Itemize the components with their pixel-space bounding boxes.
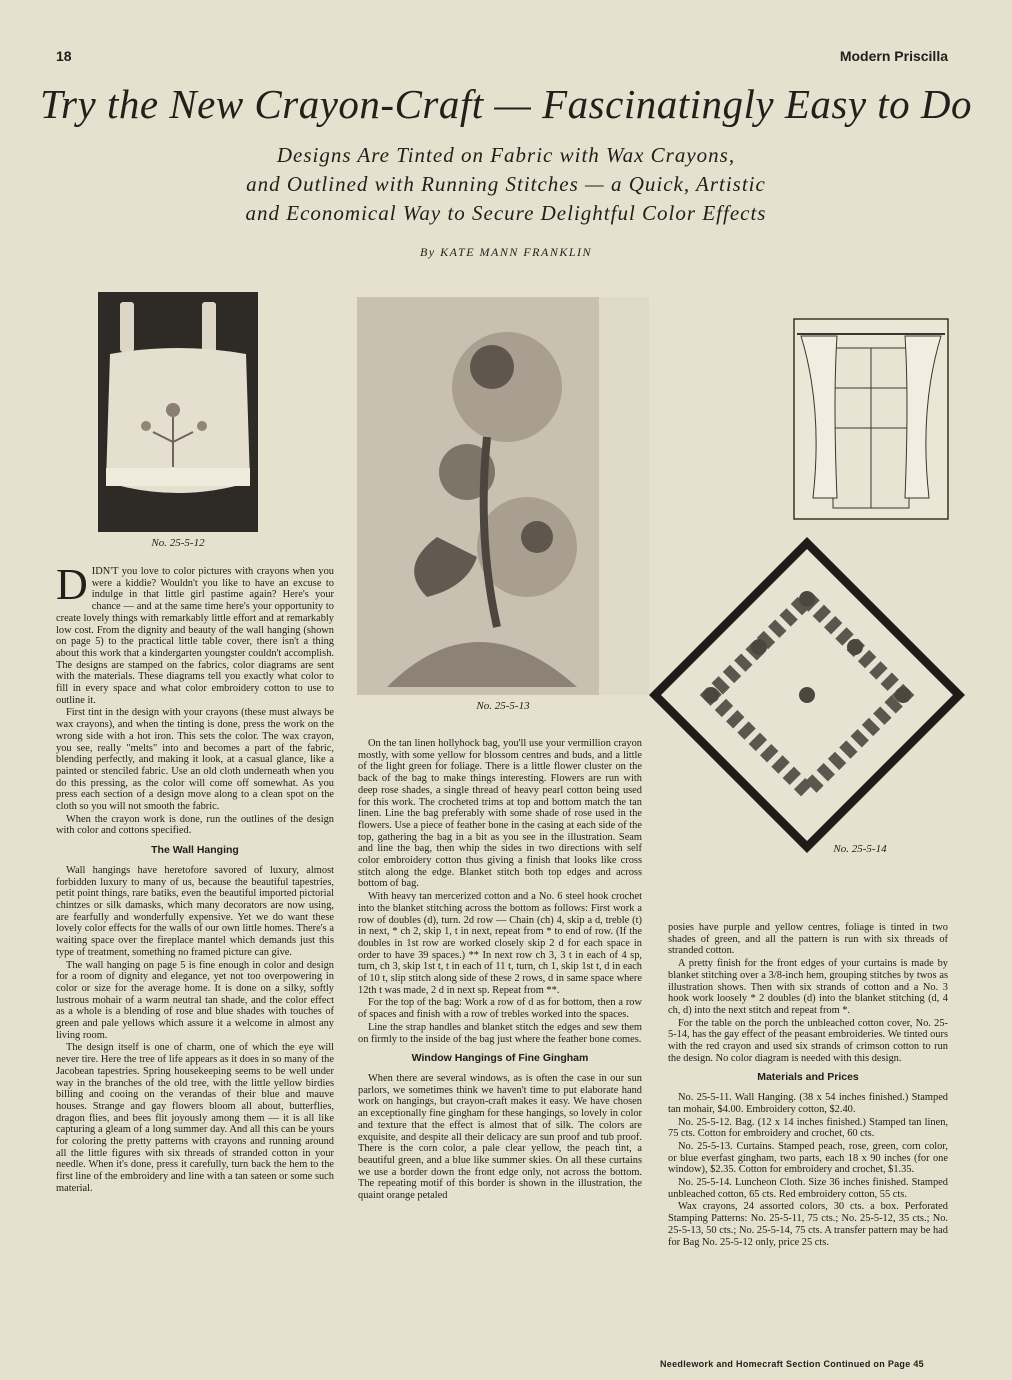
paragraph: When there are several windows, as is often the case in our sun parlors, we sometimes think we haven't time to put elaborate hand work on hangings, but crayon-craft makes it easy. We have chosen an exceptionally fine gingham for these hangings, so lovely in color and texture that the effect is almost that of silk. The colors are exquisite, and despite all their delicacy are sun proof and tub proof. There is the corn color, a pale clear yellow, the peach tint, a beautiful green, and a blue like summer skies. On all these curtains we use a border down the front edge only, not across the bottom. The repeating motif of this border is shown in the illustration, the quaint orange petaled	[358, 1072, 642, 1202]
paragraph: On the tan linen hollyhock bag, you'll use your vermillion crayon mostly, with some yellow for blossom centres and buds, and a little of the light green for foliage. There is a little flower cluster on the back of the bag to make things interesting. Flowers are run with deep rose shades, a single thread of heavy pearl cotton being used for this work. The crocheted trims at top and bottom match the tan linen. Line the bag preferably with some shade of rose used in the flowers. Use a piece of feather bone in the casing at each side of the top, gathering the bag in a bit as you see in the illustration. Seam and line the bag, then whip the sides in two directions with self color embroidery cotton thus giving a finish that looks like cross stitch along the edge. Blanket stitch both top edges and across bottom of bag.	[358, 738, 642, 890]
price-item: Wax crayons, 24 assorted colors, 30 cts. a box. Perforated Stamping Patterns: No. 25-5-11, 75 cts.; No. 25-5-12, 35 cts.; No. 25-5-13, 50 cts.; No. 25-5-14, 75 cts. A transfer pattern may be had for Bag No. 25-5-12 only, price 25 cts.	[668, 1201, 948, 1248]
paragraph: For the top of the bag: Work a row of d as for bottom, then a row of spaces and finish with a row of trebles worked into the spaces.	[358, 997, 642, 1021]
article-title: Try the New Crayon-Craft — Fascinatingly Easy to Do	[40, 81, 973, 127]
paragraph: The wall hanging on page 5 is fine enough in color and design for a room of dignity and elegance, yet not too overpowering in color or size for the average home. It is done on a silky, softly lustrous mohair of a warm neutral tan shade, and the color effect as a whole is a blending of rose and blue shades with touches of green and pale yellows which assure it a welcome in almost any living room.	[56, 959, 334, 1041]
price-item: No. 25-5-13. Curtains. Stamped peach, rose, green, corn color, or blue everfast gingham, two parts, each 18 x 90 inches (for one window), $2.35. Cotton for embroidery and crochet, $1.35.	[668, 1140, 948, 1176]
continued-line: Needlework and Homecraft Section Continued on Page 45	[660, 1359, 924, 1369]
column-three	[668, 922, 948, 1249]
price-item: No. 25-5-11. Wall Hanging. (38 x 54 inches finished.) Stamped tan mohair, $4.00. Embroidery cotton, $2.40.	[668, 1092, 948, 1115]
paragraph: For the table on the porch the unbleached cotton cover, No. 25-5-14, has the gay effect of the peasant embroideries. We tinted ours with the red crayon and used six strands of crimson cotton to run the design. No color diagram is needed with this design.	[668, 1017, 948, 1064]
paragraph-text: IDN'T you love to color pictures with crayons when you were a kiddie? Wouldn't you like to have an excuse to indulge in that little girl pastime again? Here's your chance — and at the same time here's your opportunity to create lovely things with remarkably little effort and at remarkably low cost. From the dignity and beauty of the wall hanging (shown on page 5) to the practical little table cover, there isn't a thing about this work that a kindergarten youngster couldn't accomplish. The designs are stamped on the fabrics, color diagrams are sent with the materials. These diagrams tell you exactly what color to fill in every space and what color embroidery cotton to use to outline it.	[56, 566, 334, 706]
paragraph: Line the strap handles and blanket stitch the edges and sew them on firmly to the inside of the bag just where the feather bone comes.	[358, 1021, 642, 1045]
paragraph	[56, 560, 334, 706]
luncheon-cloth-diagram	[647, 535, 967, 855]
subtitle-line: and Outlined with Running Stitches — a Quick, Artistic	[246, 172, 766, 196]
curtain-window-drawing	[793, 318, 949, 520]
paragraph: Wall hangings have heretofore savored of luxury, almost forbidden luxury to many of us, because the beautiful tapestries, petit point things, rare batiks, even the beautiful imported pictorial chintzes or silk damasks, which many decorators are now using, are fearfully and wonderfully expensive. Yet we do want these lovely color effects for the walls of our own little homes. There's a waiting space over the fireplace mantel which demands just this type of treatment, something no framed picture can give.	[56, 864, 334, 958]
bag-caption: No. 25-5-12	[151, 537, 205, 549]
price-item: No. 25-5-14. Luncheon Cloth. Size 36 inches finished. Stamped unbleached cotton, 65 cts. Red embroidery cotton, 55 cts.	[668, 1177, 948, 1200]
subtitle-line: Designs Are Tinted on Fabric with Wax Crayons,	[276, 143, 736, 167]
byline: By KATE MANN FRANKLIN	[419, 245, 593, 259]
paragraph: When the crayon work is done, run the outlines of the design with color and cottons specified.	[56, 813, 334, 837]
magazine-name: Modern Priscilla	[839, 48, 948, 64]
paragraph: posies have purple and yellow centres, foliage is tinted in two shades of green, and all the pattern is run with six threads of stranded cotton.	[668, 922, 948, 957]
paragraph: The design itself is one of charm, one of which the eye will never tire. Here the tree of life appears as it does in so many of the Jacobean tapestries. Spring housekeeping seems to be well under way in the branches of the old tree, with the little yellow birdies billing and cooing on the verandas of their blue and mauve houses. Strange and gay flowers bloom all about, butterflies, dragon flies, and bees flit joyously among them — it is all like capturing a gleam of a long summer day. And all this can be yours for coloring the pretty patterns with crayons and running around all the little figures with six threads of stranded cotton in your needle. When it's done, press it carefully, turn back the hem to the first line of the embroidery and line with a tan sateen or some such material.	[56, 1042, 334, 1194]
price-item: No. 25-5-12. Bag. (12 x 14 inches finished.) Stamped tan linen, 75 cts. Cotton for embroidery and crochet, 60 cts.	[668, 1116, 948, 1140]
column-one	[56, 560, 334, 1196]
page-number: 18	[56, 48, 72, 64]
subtitle-line: and Economical Way to Secure Delightful Color Effects	[245, 201, 767, 225]
cloth-caption: No. 25-5-14	[833, 843, 887, 855]
article-subtitle	[200, 141, 812, 228]
column-two	[358, 738, 642, 1203]
heading-window-hangings: Window Hangings of Fine Gingham	[411, 1052, 589, 1065]
paragraph: A pretty finish for the front edges of your curtains is made by blanket stitching over a 3/8-inch hem, grouping stitches by twos as illustration shows. Then with six strands of cotton and a No. 3 hook work loosely * 2 doubles (d) into the blanket stitching (d, 4 ch, d) into the next stitch and repeat from *.	[668, 958, 948, 1016]
hollyhock-hanging-photo	[357, 297, 649, 695]
paragraph: With heavy tan mercerized cotton and a No. 6 steel hook crochet into the blanket stitching across the bottom as follows: First work a row of doubles (d), turn. 2d row — Chain (ch) 4, skip a d, treble (t) in next, * ch 2, skip 1, t in next, repeat from * to end of row. (If the doubles in 1st row are worked closely skip 2 d for each space in order to have 39 spaces.) ** In next row ch 3, 3 t in each of 4 sp, turn, ch 3, skip 1st t, t in each of 11 t, turn, ch 1, skip 1st t, d in each of 10 t, slip stitch along side of these 2 rows, d in same space where 12th t was made, 2 d in next sp. Repeat from **.	[358, 891, 642, 996]
paragraph: First tint in the design with your crayons (these must always be wax crayons), and when the tinting is done, press the work on the wrong side with a hot iron. This sets the color. The wax crayon, you see, really "melts" into and becomes a part of the fabric, blending perfectly, and making it look, at a casual glance, like a painted or stenciled fabric. Use an old cloth underneath when you do this pressing, as the color will come off somewhat. As you press each section of a design move along to a clean spot on the cloth so you will not smooth the fabric.	[56, 707, 334, 813]
heading-wall-hanging: The Wall Hanging	[151, 844, 239, 857]
heading-materials-prices: Materials and Prices	[757, 1071, 859, 1084]
bag-photo	[98, 292, 258, 532]
hollyhock-caption: No. 25-5-13	[476, 700, 530, 712]
drop-cap: D	[56, 560, 88, 609]
